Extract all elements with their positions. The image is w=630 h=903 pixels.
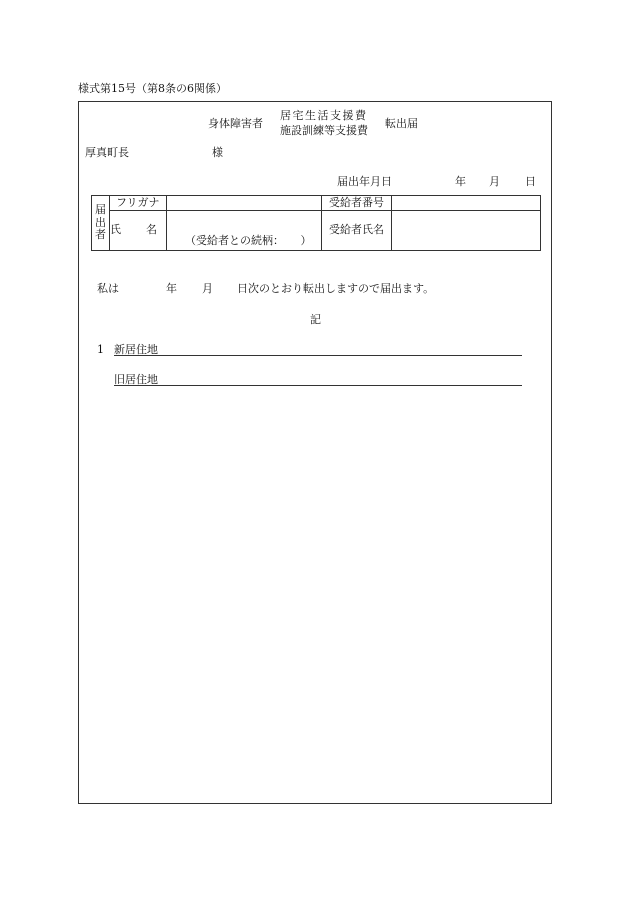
recipient-number-label: 受給者番号: [322, 196, 392, 211]
submission-day-label: 日: [525, 175, 536, 188]
side-label-char: 届: [95, 203, 106, 217]
addressee-honorific: 様: [212, 146, 223, 159]
new-address-label: 新居住地: [114, 343, 158, 356]
name-label: [110, 211, 167, 251]
name-field[interactable]: [167, 211, 322, 251]
addressee-name: 厚真町長: [85, 146, 129, 159]
statement-year-label: 年: [166, 282, 177, 295]
title-line2: 施設訓練等支援費: [280, 124, 368, 137]
applicant-table: [91, 195, 541, 251]
title-prefix: 身体障害者: [208, 117, 263, 130]
furigana-label: フリガナ: [110, 196, 167, 211]
form-number: 様式第15号（第8条の6関係）: [78, 82, 227, 95]
side-label-char: 者: [95, 228, 106, 242]
item-number: 1: [97, 343, 104, 356]
submission-year-label: 年: [455, 175, 466, 188]
recipient-name-label: 受給者氏名: [322, 211, 392, 251]
name-label-char: 氏: [110, 223, 121, 237]
old-address-line[interactable]: [114, 372, 522, 386]
submission-month-label: 月: [489, 175, 500, 188]
relationship-label: （受給者との続柄： ）: [185, 234, 312, 248]
statement-prefix: 私は: [97, 282, 119, 295]
new-address-line[interactable]: [114, 342, 522, 356]
statement-rest: 日次のとおり転出しますので届出ます。: [237, 282, 435, 295]
title-line1: 居宅生活支援費: [280, 109, 368, 122]
side-label-char: 出: [95, 215, 106, 229]
statement-month-label: 月: [202, 282, 213, 295]
furigana-field[interactable]: [167, 196, 322, 211]
recipient-name-field[interactable]: [392, 211, 541, 251]
submission-date-label: 届出年月日: [337, 175, 392, 188]
record-label: 記: [310, 313, 321, 326]
recipient-number-field[interactable]: [392, 196, 541, 211]
title-suffix: 転出届: [385, 117, 418, 130]
applicant-side-label: [92, 196, 110, 251]
old-address-label: 旧居住地: [114, 373, 158, 386]
name-label-char: 名: [146, 223, 157, 237]
